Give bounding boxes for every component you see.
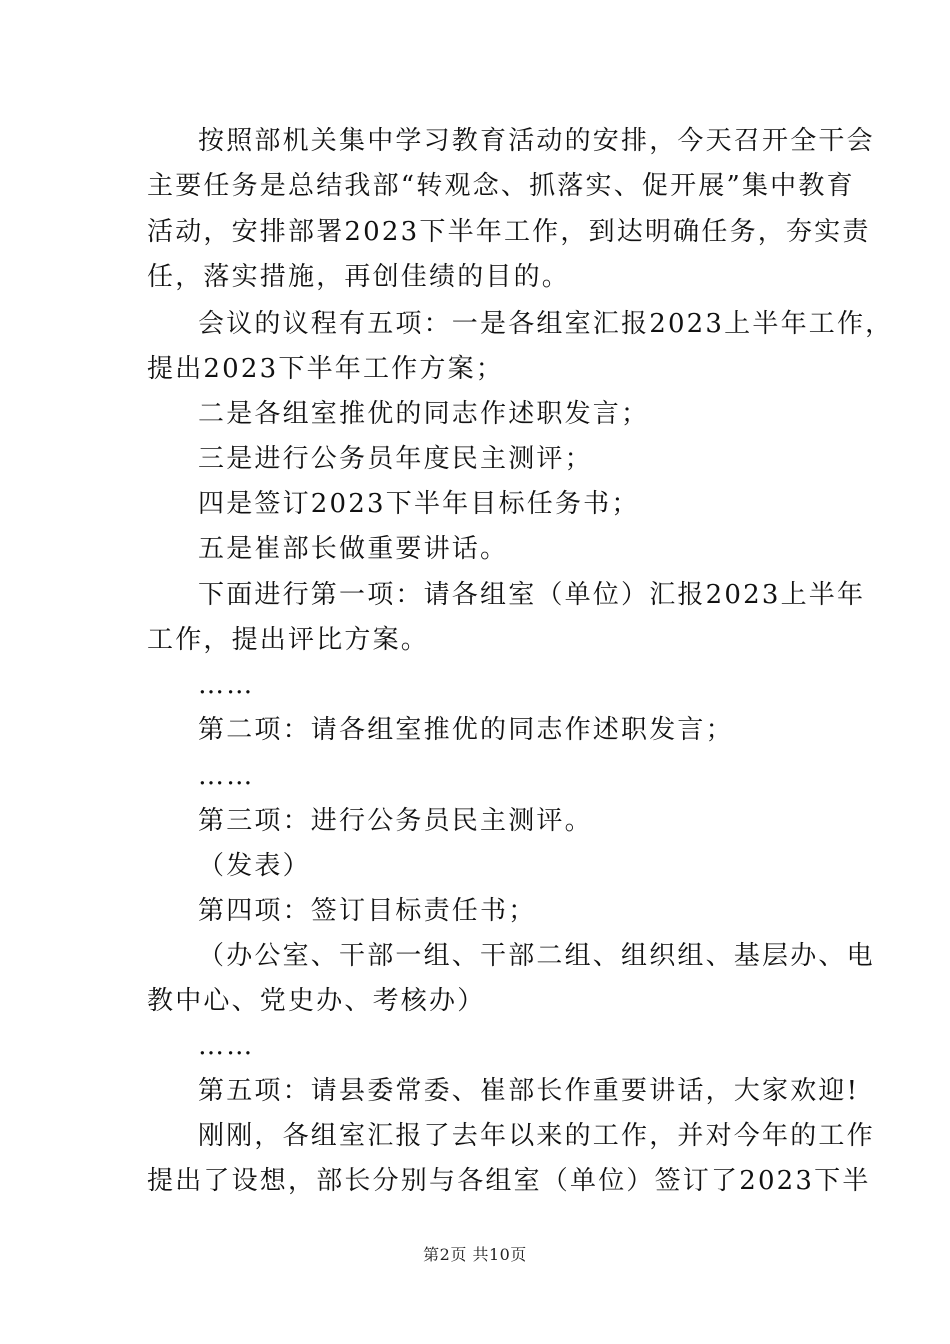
ellipsis-line: …… bbox=[198, 1031, 255, 1061]
paragraph-line: 活动，安排部署2023下半年工作，到达明确任务，夯实责 bbox=[147, 217, 871, 247]
paragraph-line: 下面进行第一项：请各组室（单位）汇报2023上半年 bbox=[198, 580, 866, 610]
paragraph-line: 第五项：请县委常委、崔部长作重要讲话，大家欢迎! bbox=[198, 1076, 860, 1106]
paragraph-line: 主要任务是总结我部“转观念、抓落实、促开展”集中教育 bbox=[147, 171, 855, 201]
ellipsis-line: …… bbox=[198, 761, 255, 791]
paragraph-line: 四是签订2023下半年目标任务书； bbox=[198, 489, 640, 519]
page-number-footer: 第2页 共10页 bbox=[423, 1245, 527, 1264]
paragraph-line: 刚刚，各组室汇报了去年以来的工作，并对今年的工作 bbox=[198, 1121, 875, 1151]
paragraph-line: 工作，提出评比方案。 bbox=[147, 625, 430, 655]
paragraph-line: 提出2023下半年工作方案； bbox=[147, 354, 504, 384]
paragraph-line: 第三项：进行公务员民主测评。 bbox=[198, 806, 593, 836]
paragraph-line: 二是各组室推优的同志作述职发言； bbox=[198, 399, 650, 429]
paragraph-line: 三是进行公务员年度民主测评； bbox=[198, 444, 593, 474]
paragraph-line: 第二项：请各组室推优的同志作述职发言； bbox=[198, 715, 734, 745]
paragraph-line: 提出了设想，部长分别与各组室（单位）签订了2023下半 bbox=[147, 1166, 871, 1196]
paragraph-line: 五是崔部长做重要讲话。 bbox=[198, 534, 509, 564]
paragraph-line: 会议的议程有五项：一是各组室汇报2023上半年工作， bbox=[198, 309, 894, 339]
paragraph-line: （办公室、干部一组、干部二组、组织组、基层办、电 bbox=[198, 941, 875, 971]
ellipsis-line: …… bbox=[198, 670, 255, 700]
paragraph-line: 按照部机关集中学习教育活动的安排，今天召开全干会 bbox=[198, 126, 875, 156]
paragraph-line: 教中心、党史办、考核办） bbox=[147, 986, 486, 1016]
paragraph-line: 第四项：签订目标责任书； bbox=[198, 896, 537, 926]
paragraph-line: 任，落实措施，再创佳绩的目的。 bbox=[147, 262, 571, 292]
paragraph-line: （发表） bbox=[198, 851, 311, 881]
